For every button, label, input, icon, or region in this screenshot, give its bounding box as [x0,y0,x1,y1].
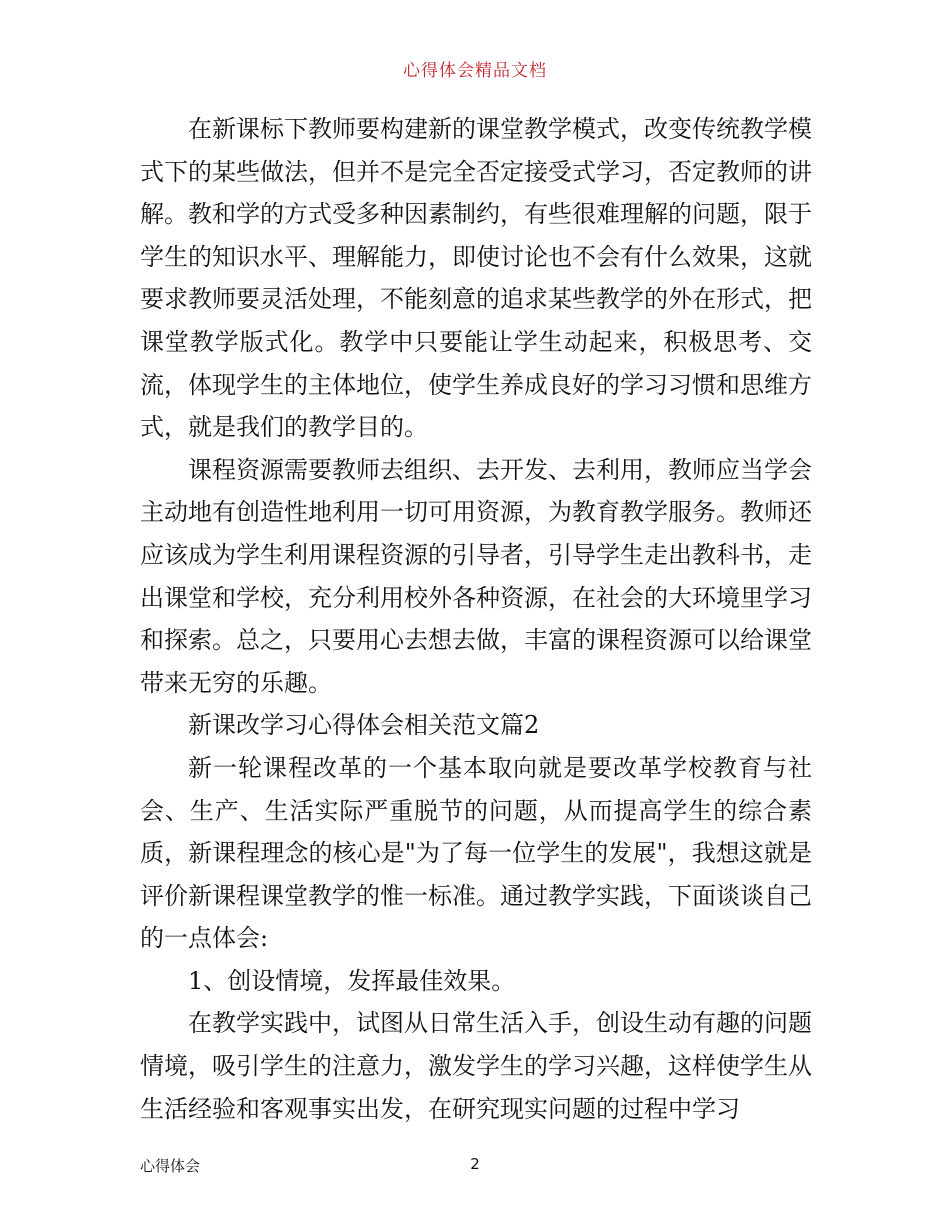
paragraph: 新一轮课程改革的一个基本取向就是要改革学校教育与社会、生产、生活实际严重脱节的问题，从而提高学生的综合素质，新课程理念的核心是"为了每一位学生的发展"，我想这就是评价新课程课堂教学的惟一标准。通过教学实践，下面谈谈自己的一点体会: [140,753,812,953]
paragraph: 在新课标下教师要构建新的课堂教学模式，改变传统教学模式下的某些做法，但并不是完全否定接受式学习，否定教师的讲解。教和学的方式受多种因素制约，有些很难理解的问题，限于学生的知识水平、理解能力，即使讨论也不会有什么效果，这就要求教师要灵活处理，不能刻意的追求某些教学的外在形式，把课堂教学版式化。教学中只要能让学生动起来，积极思考、交流，体现学生的主体地位，使学生养成良好的学习习惯和思维方式，就是我们的教学目的。 [140,115,812,442]
paragraph: 课程资源需要教师去组织、去开发、去利用，教师应当学会主动地有创造性地利用一切可用资源，为教育教学服务。教师还应该成为学生利用课程资源的引导者，引导学生走出教科书，走出课堂和学校，充分利用校外各种资源，在社会的大环境里学习和探索。总之，只要用心去想去做，丰富的课程资源可以给课堂带来无穷的乐趣。 [140,455,812,697]
paragraph: 在教学实践中，试图从日常生活入手，创设生动有趣的问题情境，吸引学生的注意力，激发学生的学习兴趣，这样使学生从生活经验和客观事实出发，在研究现实问题的过程中学习 [140,1009,812,1123]
subheading: 1、创设情境，发挥最佳效果。 [188,966,516,995]
page-header-title: 心得体会精品文档 [403,61,547,81]
document-body [140,108,812,1130]
section-heading: 新课改学习心得体会相关范文篇2 [188,711,540,740]
page-footer-label: 心得体会 [140,1157,201,1175]
page-number: 2 [470,1155,480,1173]
